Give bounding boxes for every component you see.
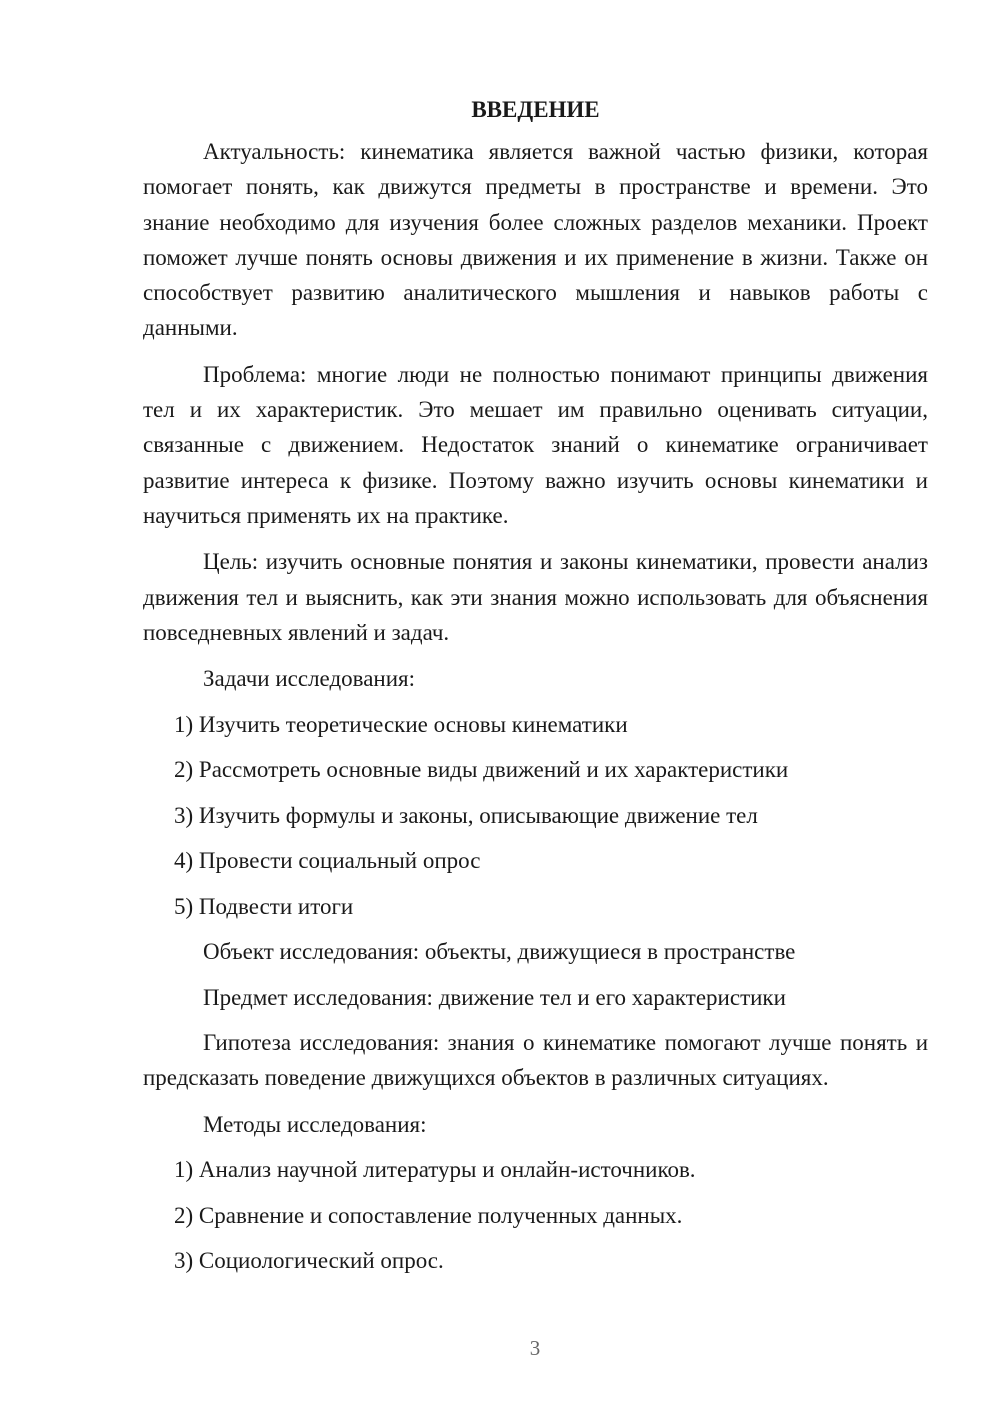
goal-paragraph: Цель: изучить основные понятия и законы кинематики, провести анализ движения тел и выяснить, как эти знания можно использовать для объяснения повседневных явлений и задач. bbox=[143, 549, 928, 645]
task-item: 3) Изучить формулы и законы, описывающие движение тел bbox=[174, 802, 758, 828]
tasks-heading: Задачи исследования: bbox=[203, 666, 416, 692]
methods-heading: Методы исследования: bbox=[203, 1111, 427, 1137]
task-item: 1) Изучить теоретические основы кинематики bbox=[174, 711, 628, 737]
task-item: 4) Провести социальный опрос bbox=[174, 848, 481, 874]
research-object: Объект исследования: объекты, движущиеся в пространстве bbox=[203, 939, 796, 965]
method-item: 1) Анализ научной литературы и онлайн-источников. bbox=[174, 1157, 696, 1183]
method-item: 3) Социологический опрос. bbox=[174, 1248, 444, 1274]
research-subject: Предмет исследования: движение тел и его характеристики bbox=[203, 984, 786, 1010]
section-title: ВВЕДЕНИЕ bbox=[471, 97, 600, 122]
problem-paragraph: Проблема: многие люди не полностью понимают принципы движения тел и их характеристик. Это мешает им правильно оценивать ситуации, связанные с движением. Недостаток знаний о кинематике ограничивает развитие интереса к физике. Поэтому важно изучить основы кинематики и научиться применять их на практике. bbox=[143, 361, 928, 528]
method-item: 2) Сравнение и сопоставление полученных данных. bbox=[174, 1202, 683, 1228]
relevance-paragraph: Актуальность: кинематика является важной частью физики, которая помогает понять, как движутся предметы в пространстве и времени. Это знание необходимо для изучения более сложных разделов механики. Проект поможет лучше понять основы движения и их применение в жизни. Также он способствует развитию аналитического мышления и навыков работы с данными. bbox=[143, 139, 928, 341]
hypothesis-paragraph: Гипотеза исследования: знания о кинематике помогают лучше понять и предсказать поведение движущихся объектов в различных ситуациях. bbox=[143, 1030, 928, 1091]
task-item: 2) Рассмотреть основные виды движений и их характеристики bbox=[174, 757, 789, 783]
document-body bbox=[143, 92, 928, 1289]
task-item: 5) Подвести итоги bbox=[174, 893, 354, 919]
page-number: 3 bbox=[529, 1336, 541, 1360]
